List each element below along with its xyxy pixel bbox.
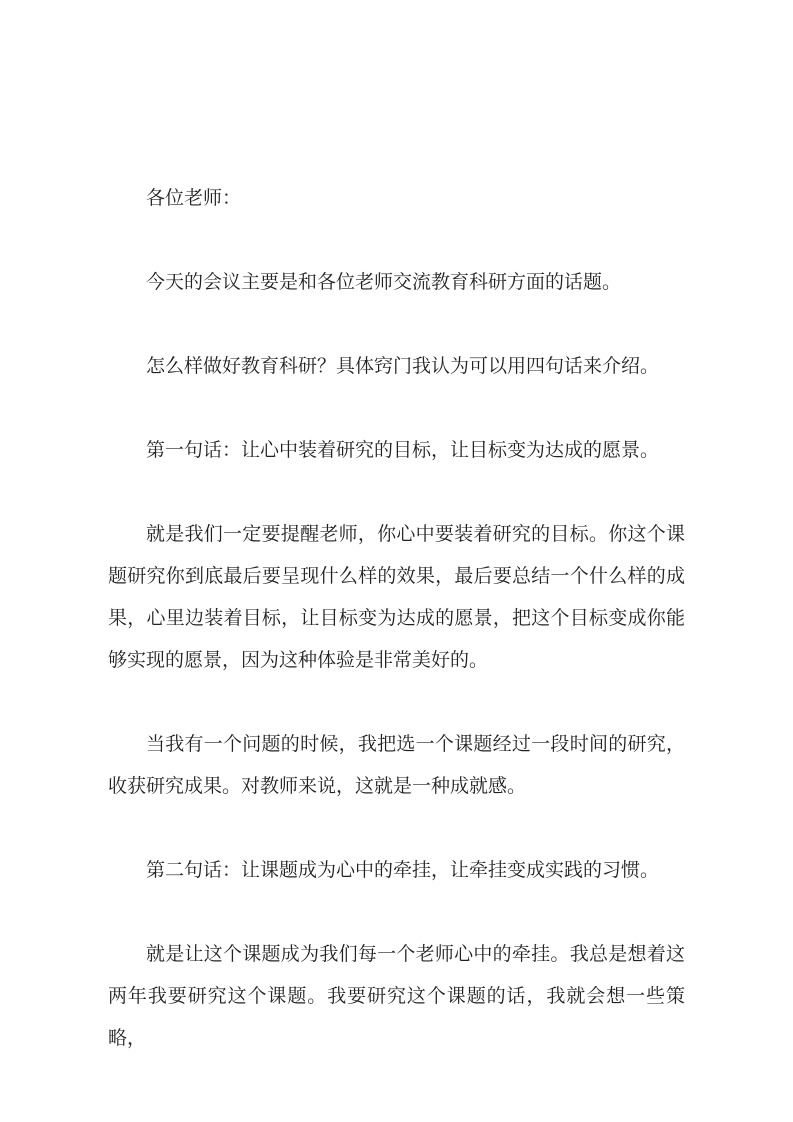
paragraph-point-1-title: 第一句话：让心中装着研究的目标，让目标变为达成的愿景。: [146, 440, 660, 461]
paragraph-salutation: 各位老师：: [146, 188, 242, 209]
paragraph-point-1-example: 当我有一个问题的时候，我把选一个课题经过一段时间的研究，收获研究成果。对教师来说，这就是一种成就感。: [108, 734, 685, 797]
paragraph-question: 怎么样做好教育科研？具体窍门我认为可以用四句话来介绍。: [146, 356, 660, 377]
paragraph-intro: 今天的会议主要是和各位老师交流教育科研方面的话题。: [146, 272, 622, 293]
paragraph-point-1-body: 就是我们一定要提醒老师，你心中要装着研究的目标。你这个课题研究你到底最后要呈现什么样的效果，最后要总结一个什么样的成果，心里边装着目标，让目标变为达成的愿景，把这个目标变成你能够实现的愿景，因为这种体验是非常美好的。: [108, 524, 685, 671]
paragraph-point-2-title: 第二句话：让课题成为心中的牵挂，让牵挂变成实践的习惯。: [146, 860, 660, 881]
paragraph-point-2-body: 就是让这个课题成为我们每一个老师心中的牵挂。我总是想着这两年我要研究这个课题。我要研究这个课题的话，我就会想一些策略，: [108, 944, 685, 1049]
